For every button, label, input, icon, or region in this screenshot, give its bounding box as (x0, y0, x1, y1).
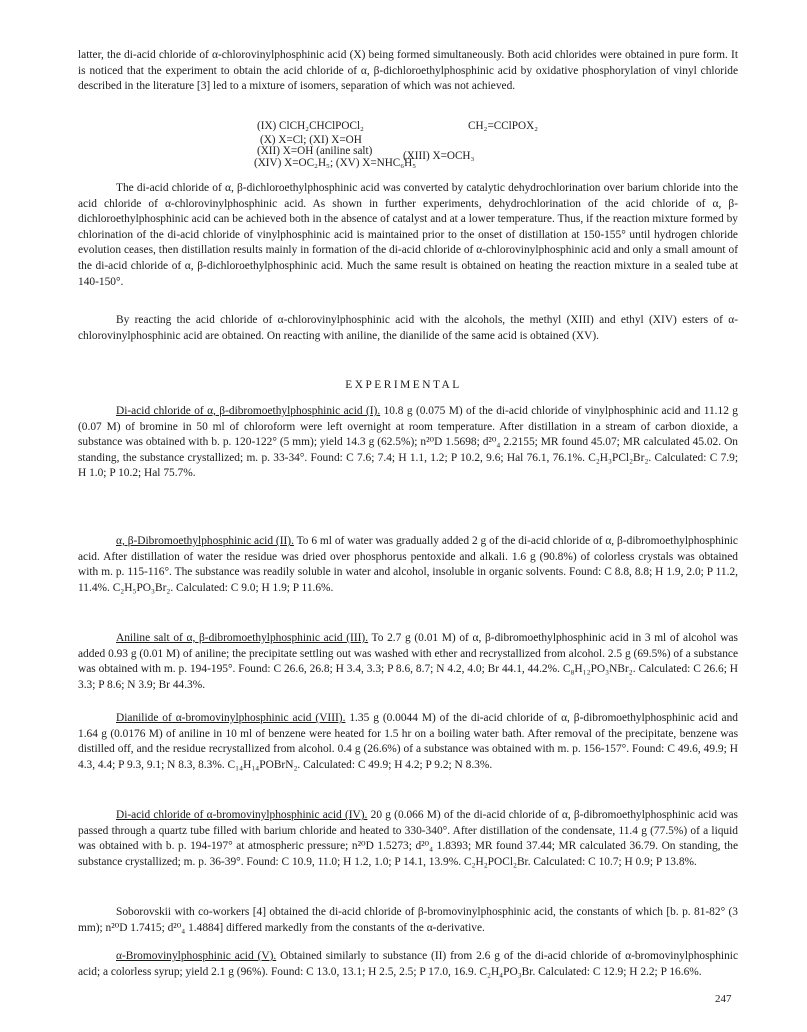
formula-xii: (XII) X=OH (aniline salt) (257, 145, 373, 157)
experiment-text: 1.35 g (0.0044 M) of the di-acid chloride of α, β-dibromoethylphosphinic acid and 1.64 g (0.0176 M) of aniline in 10 ml of benzene were heated for 1.5 hr on a boiling water bath. After removal of the precipitate, benzene was distilled off, and the residue recrystallized from alcohol. 0.4 g (26.6%) of a substance was obtained with m. p. 156-157°. Found: C 49.6, 49.9; H 4.3, 4.4; P 9.3, 9.1; N 8.3, 8.3%. C₁₄H₁₄POBrN₂. Calculated: C 49.9; H 4.2; P 9.2; N 8.3%. (78, 712, 739, 771)
experiment-title: Dianilide of α-bromovinylphosphinic acid (VIII). (116, 712, 346, 724)
experiment-text: To 2.7 g (0.01 M) of α, β-dibromoethylphosphinic acid in 3 ml of alcohol was added 0.93 g (0.01 M) of aniline; the precipitate settling out was washed with ether and recrystallized from alcohol. 2.5 g (69.5%) of a substance was obtained with m. p. 194-195°. Found: C 26.6, 26.8; H 3.4, 3.3; P 8.6, 8.7; N 4.2, 4.0; Br 44.1, 44.2%. C₈H₁₂PO₃NBr₂. Calculated: C 26.6; H 3.3; P 8.6; N 3.9; Br 44.3%. (78, 632, 738, 691)
experiment-compound-i (78, 404, 738, 482)
experiment-compound-v (78, 949, 738, 980)
formula-general-structure: CH₂=CClPOX₂ (468, 120, 539, 132)
experiment-compound-ii (78, 534, 738, 596)
experiment-title: Di-acid chloride of α, β-dibromoethylphosphinic acid (I). (116, 405, 381, 417)
formula-x-xi: (X) X=Cl; (XI) X=OH (260, 134, 362, 146)
formula-xiii: (XIII) X=OCH₃ (403, 150, 475, 162)
formula-ix: (IX) ClCH₂CHClPOCl₂ (257, 120, 364, 132)
paragraph-dehydrochlorination: The di-acid chloride of α, β-dichloroethylphosphinic acid was converted by catalytic dehydrochlorination over barium chloride into the acid chloride of α-chlorovinylphosphinic acid. As shown in further experiments, dehydrochlorination of the acid chloride of α, β-dichloroethylphosphinic acid can be achieved both in the absence of catalyst and at a lower temperature. Thus, if the reaction mixture formed by chlorination of the di-acid chloride of vinylphosphinic acid is maintained prior to the onset of distillation at 150-155° until hydrogen chloride evolution ceases, then distillation results mainly in formation of the di-acid chloride of α-chlorovinylphosphinic acid and only a small amount of the di-acid chloride of α, β-dichloroethylphosphinic acid. Much the same result is obtained on heating the reaction mixture in a sealed tube at 140-150°. (78, 182, 738, 288)
paragraph-intro-continued: latter, the di-acid chloride of α-chlorovinylphosphinic acid (X) being formed simultaneously. Both acid chlorides were obtained in pure form. It is noticed that the experiment to obtain the acid chloride of α, β-dichloroethylphosphinic acid by oxidative phosphorylation of vinyl chloride described in the literature [3] led to a mixture of isomers, separation of which was not achieved. (78, 49, 738, 93)
paragraph-soborovskii (78, 905, 738, 936)
experiment-text: 20 g (0.066 M) of the di-acid chloride of α, β-dibromoethylphosphinic acid was passed through a quartz tube filled with barium chloride and heated to 330-340°. After distillation of the condensate, 11.4 g (77.5%) of a liquid was obtained with b. p. 194-197° at atmospheric pressure; n²⁰D 1.5273; d²⁰₄ 1.8393; MR found 37.44; MR calculated 36.79. On standing, the substance crystallized; m. p. 36-39°. Found: C 10.9, 11.0; H 1.2, 1.0; P 14.1, 13.9%. C₂H₂POCl₂Br. Calculated: C 10.7; H 0.9; P 13.8%. (78, 809, 738, 868)
experiment-text: To 6 ml of water was gradually added 2 g of the di-acid chloride of α, β-dibromoethylphosphinic acid. After distillation of water the residue was dried over phosphorus pentoxide and alkali. 1.6 g (90.8%) of colorless crystals was obtained with m. p. 115-116°. The substance was readily soluble in water and alcohol, insoluble in organic solvents. Found: C 8.8, 8.8; H 1.9, 2.0; P 11.2, 11.4%. C₂H₅PO₃Br₂. Calculated: C 9.0; H 1.9; P 11.6%. (78, 535, 738, 594)
experiment-compound-viii (78, 711, 738, 773)
experiment-title: α-Bromovinylphosphinic acid (V). (116, 950, 277, 962)
section-heading-experimental: EXPERIMENTAL (345, 379, 462, 391)
experiment-compound-iv (78, 808, 738, 870)
experiment-title: Di-acid chloride of α-bromovinylphosphinic acid (IV). (116, 809, 368, 821)
experiment-compound-iii (78, 631, 738, 693)
experiment-title: Aniline salt of α, β-dibromoethylphosphinic acid (III). (116, 632, 369, 644)
paragraph-esters: By reacting the acid chloride of α-chlorovinylphosphinic acid with the alcohols, the methyl (XIII) and ethyl (XIV) esters of α-chlorovinylphosphinic acid are obtained. On reacting with aniline, the dianilide of the same acid is obtained (XV). (78, 314, 738, 342)
experiment-title: α, β-Dibromoethylphosphinic acid (II). (116, 535, 294, 547)
formula-xiv-xv: (XIV) X=OC₂H₅; (XV) X=NHC₆H₅ (254, 157, 417, 169)
experiment-text: 10.8 g (0.075 M) of the di-acid chloride of vinylphosphinic acid and 11.12 g (0.07 M) of bromine in 50 ml of chloroform were left overnight at room temperature. After distillation in a stream of carbon dioxide, a substance was obtained with b. p. 120-122° (5 mm); yield 14.3 g (62.5%); n²⁰D 1.5698; d²⁰₄ 2.2155; MR found 45.07; MR calculated 45.02. On standing, the substance crystallized; m. p. 33-34°. Found: C 7.6; 7.4; H 1.1, 1.2; P 10.2, 9.6; Hal 76.1, 76.1%. C₂H₃PCl₂Br₂. Calculated: C 7.9; H 1.0; P 10.2; Hal 75.7%. (78, 405, 738, 480)
experiment-text: Obtained similarly to substance (II) from 2.6 g of the di-acid chloride of α-bromovinylphosphinic acid; a colorless syrup; yield 2.1 g (96%). Found: C 13.0, 13.1; H 2.5, 2.5; P 17.0, 16.9. C₂H₄PO₃Br. Calculated: C 12.9; H 2.2; P 16.6%. (78, 950, 739, 978)
paragraph-text: Soborovskii with co-workers [4] obtained the di-acid chloride of β-bromovinylphosphinic acid, the constants of which [b. p. 81-82° (3 mm); n²⁰D 1.7415; d²⁰₄ 1.4884] differed markedly from the constants of the α-derivative. (78, 906, 738, 934)
page-number: 247 (715, 993, 732, 1005)
